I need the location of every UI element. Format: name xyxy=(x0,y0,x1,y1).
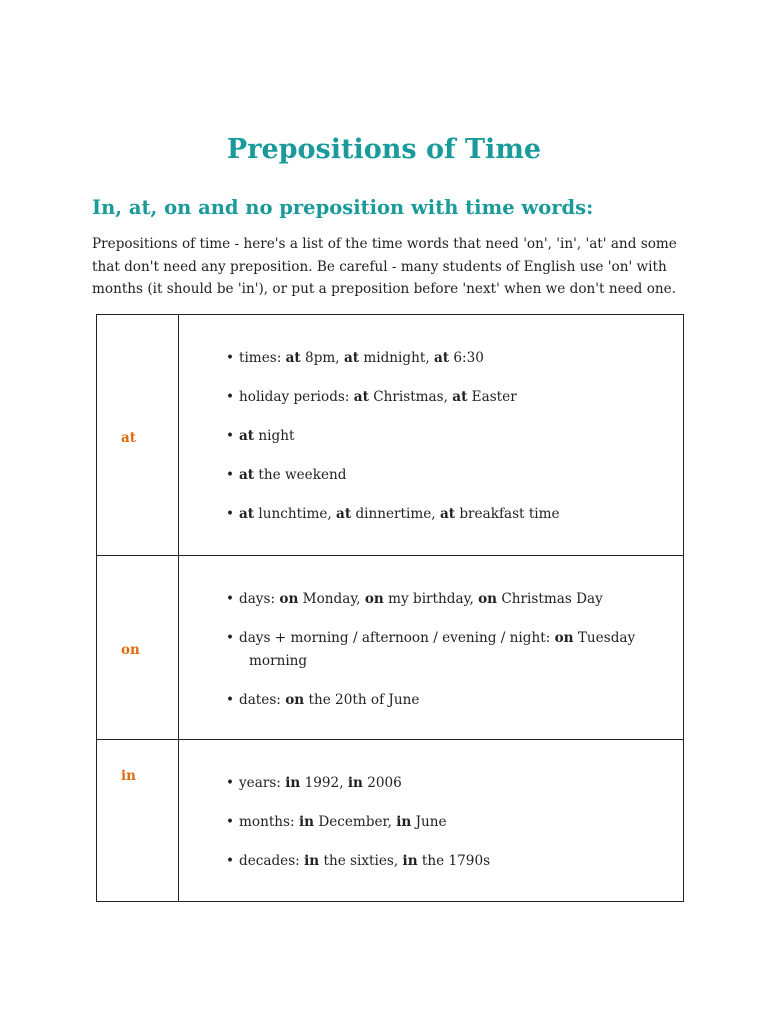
usage-text xyxy=(239,467,346,483)
preposition-keyword: in xyxy=(298,814,314,830)
bullet-icon: • xyxy=(226,853,235,869)
bullet-icon: • xyxy=(226,630,235,646)
preposition-keyword: in xyxy=(396,814,412,830)
usage-text-continuation: morning xyxy=(249,653,308,669)
usage-list xyxy=(226,347,673,526)
preposition-keyword: on xyxy=(364,591,384,607)
usage-text xyxy=(239,775,402,791)
preposition-keyword: at xyxy=(353,389,369,405)
label-cell xyxy=(97,556,179,740)
bullet-icon: • xyxy=(226,389,235,405)
preposition-keyword: in xyxy=(347,775,363,791)
bullet-icon: • xyxy=(226,591,235,607)
preposition-label-at: at xyxy=(121,430,136,446)
usage-text-segment: years: xyxy=(239,775,286,791)
usage-text-segment: months: xyxy=(239,814,299,830)
table-row-in xyxy=(97,740,684,902)
bullet-icon: • xyxy=(226,467,235,483)
preposition-keyword: on xyxy=(478,591,498,607)
preposition-keyword: on xyxy=(279,591,299,607)
preposition-keyword: at xyxy=(239,467,255,483)
usage-text-segment: 1992, xyxy=(300,775,348,791)
bullet-icon: • xyxy=(226,350,235,366)
usage-text-segment: the weekend xyxy=(254,467,347,483)
preposition-label-in: in xyxy=(121,768,136,784)
usage-text xyxy=(239,692,419,708)
usage-item xyxy=(226,689,673,712)
table-row-at xyxy=(97,315,684,556)
bullet-icon: • xyxy=(226,428,235,444)
usage-text-segment: the 1790s xyxy=(417,853,491,869)
usage-item xyxy=(226,627,673,673)
usage-text-segment: night xyxy=(254,428,295,444)
usage-text-segment: 8pm, xyxy=(300,350,344,366)
preposition-keyword: at xyxy=(343,350,360,366)
usage-text-segment: Monday, xyxy=(298,591,365,607)
usage-item xyxy=(226,503,673,526)
usage-item xyxy=(226,386,673,409)
bullet-icon: • xyxy=(226,692,235,708)
intro-line: months (it should be 'in'), or put a preposition before 'next' when we don't need one. xyxy=(92,281,677,298)
usage-text-segment: my birthday, xyxy=(383,591,479,607)
preposition-keyword: at xyxy=(439,506,456,522)
usage-text-segment: Easter xyxy=(467,389,517,405)
usage-list xyxy=(226,772,673,873)
intro-line: Prepositions of time - here's a list of the time words that need 'on', 'in', 'at' and some xyxy=(92,236,677,252)
usage-text-segment: December, xyxy=(314,814,397,830)
usage-text xyxy=(239,506,560,522)
usage-item xyxy=(226,425,673,448)
content-cell xyxy=(179,740,684,902)
preposition-keyword: in xyxy=(285,775,301,791)
usage-text-segment: days + morning / afternoon / evening / night: xyxy=(239,630,555,646)
usage-text-segment: Christmas Day xyxy=(497,591,603,607)
bullet-icon: • xyxy=(226,506,235,522)
usage-text xyxy=(239,853,490,869)
usage-item xyxy=(226,347,673,370)
intro-paragraph xyxy=(92,233,692,301)
bullet-icon: • xyxy=(226,814,235,830)
usage-text xyxy=(239,389,517,405)
usage-item xyxy=(226,772,673,795)
preposition-label-on: on xyxy=(121,642,140,658)
usage-text-segment: Christmas, xyxy=(368,389,453,405)
preposition-keyword: at xyxy=(239,428,255,444)
content-cell xyxy=(179,556,684,740)
usage-text xyxy=(239,630,673,673)
usage-text-segment: 2006 xyxy=(362,775,402,791)
usage-text-segment: midnight, xyxy=(359,350,434,366)
preposition-keyword: at xyxy=(336,506,352,522)
usage-text-segment: June xyxy=(411,814,447,830)
usage-item xyxy=(226,811,673,834)
preposition-keyword: at xyxy=(452,389,468,405)
usage-text-segment: the sixties, xyxy=(319,853,403,869)
content-cell xyxy=(179,315,684,556)
section-heading: In, at, on and no preposition with time words: xyxy=(92,196,594,219)
label-cell xyxy=(97,315,179,556)
preposition-keyword: on xyxy=(285,692,305,708)
prepositions-table xyxy=(96,314,684,902)
usage-text-segment: 6:30 xyxy=(449,350,484,366)
usage-text-segment: times: xyxy=(239,350,286,366)
usage-text xyxy=(239,428,294,444)
usage-item xyxy=(226,588,673,611)
usage-text-segment: lunchtime, xyxy=(254,506,337,522)
usage-text xyxy=(239,591,603,607)
preposition-keyword: at xyxy=(239,506,255,522)
preposition-keyword: at xyxy=(285,350,301,366)
page-title: Prepositions of Time xyxy=(226,134,542,165)
usage-item xyxy=(226,464,673,487)
usage-item xyxy=(226,850,673,873)
preposition-keyword: on xyxy=(554,630,574,646)
preposition-keyword: at xyxy=(433,350,450,366)
usage-text xyxy=(239,350,484,366)
bullet-icon: • xyxy=(226,775,235,791)
usage-text-segment: breakfast time xyxy=(455,506,560,522)
usage-text-segment: the 20th of June xyxy=(304,692,420,708)
usage-text-segment: Tuesday xyxy=(573,630,636,646)
label-cell xyxy=(97,740,179,902)
usage-text-segment: days: xyxy=(239,591,280,607)
preposition-keyword: in xyxy=(402,853,418,869)
usage-list xyxy=(226,588,673,712)
intro-line: that don't need any preposition. Be careful - many students of English use 'on' with xyxy=(92,258,667,275)
usage-text-segment: holiday periods: xyxy=(239,389,354,405)
table-row-on xyxy=(97,556,684,740)
preposition-keyword: in xyxy=(304,853,320,869)
usage-text-segment: dinnertime, xyxy=(351,506,440,522)
usage-text xyxy=(239,814,447,830)
usage-text-segment: dates: xyxy=(239,692,286,708)
usage-text-segment: decades: xyxy=(239,853,305,869)
